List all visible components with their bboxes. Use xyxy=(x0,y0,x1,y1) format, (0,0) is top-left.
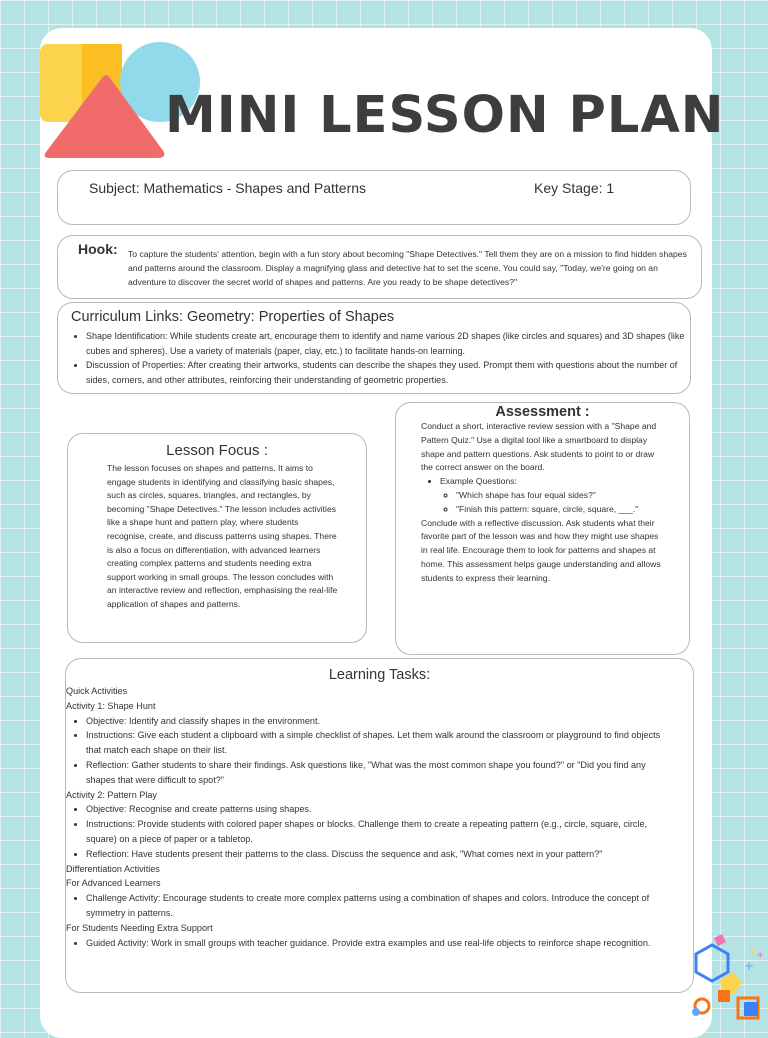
subject-panel xyxy=(57,170,691,225)
hook-panel xyxy=(57,235,702,299)
section-heading: Quick Activities xyxy=(66,686,128,696)
list-item: • Instructions: Give each student a clipboard with a simple checklist of shapes. Let them walk around the classroom or playground to find objects that match each shape on their list. xyxy=(86,728,676,758)
list-item: • Reflection: Gather students to share their findings. Ask questions like, "What was the most common shape you found?" or "Did you find any shapes that were difficult to spot?" xyxy=(86,758,676,788)
learning-tasks-title: Learning Tasks: xyxy=(328,667,431,683)
assessment-title: Assessment : xyxy=(495,404,590,420)
lesson-focus-title: Lesson Focus : xyxy=(166,442,268,459)
svg-text:+: + xyxy=(748,946,757,957)
svg-text:+: + xyxy=(756,950,765,961)
assessment-outro: Conclude with a reflective discussion. Ask students what their favorite part of the lesson was and how they might use shapes in real life. Encourage them to look for patterns and shapes at home. This assessment helps gauge understanding and allows students to express their learning. xyxy=(421,517,661,583)
activity-title: Activity 2: Pattern Play xyxy=(66,789,157,800)
list-item: • Guided Activity: Work in small groups with teacher guidance. Provide extra examples and use real-life objects to reinforce shape recognition. xyxy=(86,936,676,951)
section-heading: Differentiation Activities xyxy=(66,863,160,874)
activity-list xyxy=(66,891,676,921)
list-item xyxy=(440,475,661,516)
curriculum-panel xyxy=(57,302,691,394)
subject-label: Subject: Mathematics - Shapes and Patterns xyxy=(89,180,367,196)
svg-text:+: + xyxy=(744,959,755,973)
assessment-panel xyxy=(395,402,690,655)
activity-title: Activity 1: Shape Hunt xyxy=(66,700,156,711)
key-stage-label: Key Stage: 1 xyxy=(534,180,615,196)
example-questions xyxy=(440,489,661,517)
list-item: ◦ "Which shape has four equal sides?" xyxy=(456,489,661,503)
group-title: For Advanced Learners xyxy=(66,878,161,889)
curriculum-title: Curriculum Links: Geometry: Properties of Shapes xyxy=(71,309,395,325)
hook-text: To capture the students' attention, begin with a fun story about becoming "Shape Detectives." Tell them they are on a mission to find hidden shapes and patterns around the classroom. Display a magnifying glass and detective hat to set the scene. You could say, "Today, we're going on an adventure to discover the secret world of shapes and patterns. Are you ready to be shape detectives?" xyxy=(128,249,687,287)
lesson-focus-panel xyxy=(67,433,367,643)
geometric-decoration-icon xyxy=(672,934,768,1024)
list-item: • Objective: Identify and classify shapes in the environment. xyxy=(86,714,676,729)
list-item: ◦ "Finish this pattern: square, circle, square, ___." xyxy=(456,503,661,517)
list-item: • Challenge Activity: Encourage students to create more complex patterns using a combination of shapes and colors. Introduce the concept of symmetry in patterns. xyxy=(86,891,676,921)
assessment-body xyxy=(421,420,661,586)
list-item: • Discussion of Properties: After creating their artworks, students can describe the shapes they used. Prompt them with questions about the number of sides, corners, and other attributes, reinforcing their understanding of geometric properties. xyxy=(86,358,686,387)
examples-label: Example Questions: xyxy=(440,476,517,487)
activity-list xyxy=(66,936,676,951)
assessment-intro: Conduct a short, interactive review session with a "Shape and Pattern Quiz." Use a digital tool like a smartboard to display shape and pattern questions. Ask students to point to or draw the correct answer on the board. xyxy=(421,421,657,473)
assessment-examples-list xyxy=(421,475,661,516)
activity-list xyxy=(66,802,676,861)
list-item: • Reflection: Have students present their patterns to the class. Discuss the sequence and ask, "What comes next in your pattern?" xyxy=(86,847,676,862)
hook-label: Hook: xyxy=(78,241,118,257)
list-item: • Instructions: Provide students with colored paper shapes or blocks. Challenge them to create a repeating pattern (e.g., circle, square, circle, square) on a piece of paper or a tabletop. xyxy=(86,817,676,847)
group-title: For Students Needing Extra Support xyxy=(66,922,213,933)
curriculum-list xyxy=(72,329,686,387)
lesson-focus-text: The lesson focuses on shapes and patterns. It aims to engage students in identifying and classifying basic shapes, such as circles, squares, triangles, and rectangles, by becoming "Shape Detectives." The lesson includes activities like a shape hunt and pattern play, where students recognise, create, and discuss patterns using shapes. There is also a focus on differentiation, with advanced learners creating complex patterns and students needing extra support working in small groups. The lesson concludes with an interactive review and reflection, emphasising the real-life application of shapes and patterns. xyxy=(107,463,338,609)
page-title: MINI LESSON PLAN xyxy=(165,86,725,145)
list-item: • Shape Identification: While students create art, encourage them to identify and name various 2D shapes (like circles and squares) and 3D shapes (like cubes and spheres). Use a variety of materials (paper, clay, etc.) to facilitate hands-on learning. xyxy=(86,329,686,358)
learning-tasks-body xyxy=(66,684,676,950)
list-item: • Objective: Recognise and create patterns using shapes. xyxy=(86,802,676,817)
activity-list xyxy=(66,714,676,788)
